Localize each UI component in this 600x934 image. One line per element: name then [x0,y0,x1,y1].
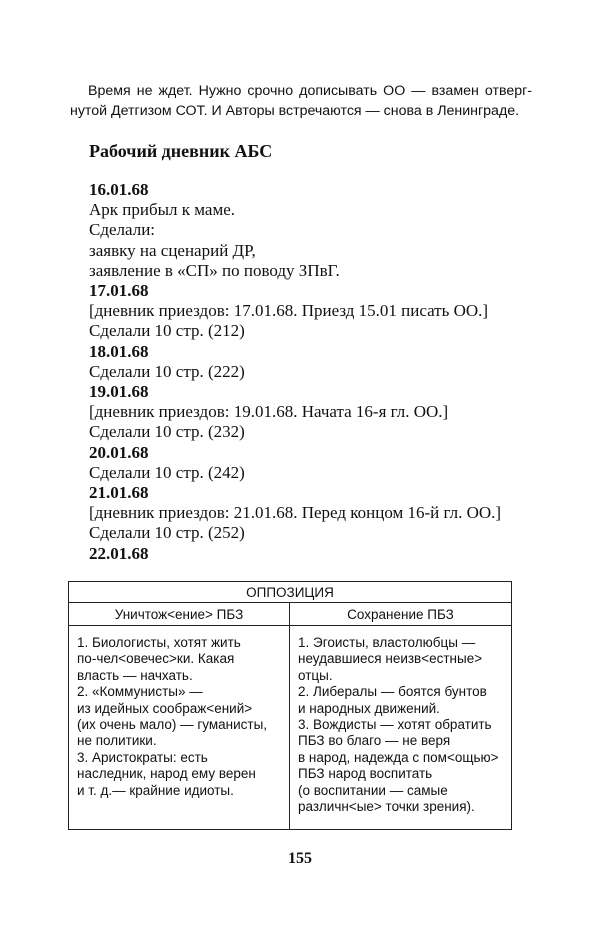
diary-line: заявление в «СП» по поводу ЗПвГ. [89,260,340,280]
diary-date: 18.01.68 [89,341,149,361]
diary-date: 17.01.68 [89,281,149,301]
right-column-line: в народ, надежда с пом<ощью> [298,749,499,765]
right-column-line: различн<ые> точки зрения). [298,799,475,815]
right-column-line: ПБЗ во благо — не веря [298,733,451,749]
diary-date: 20.01.68 [89,442,149,462]
intro-line-1: Время не ждет. Нужно срочно дописывать ОО — взамен отверг- [88,83,532,99]
left-column-line: (их очень мало) — гуманисты, [77,717,268,733]
right-column-line: (о воспитании — самые [298,782,448,798]
right-column-header: Сохранение ПБЗ [290,603,511,626]
right-column-line: отцы. [298,667,333,683]
right-column-line: ПБЗ народ воспитать [298,766,433,782]
diary-line: Сделали: [89,220,156,240]
diary-line: Сделали 10 стр. (222) [89,361,245,381]
diary-date: 16.01.68 [89,180,149,199]
diary-date: 21.01.68 [89,483,149,503]
diary-date: 19.01.68 [89,382,149,402]
diary-date: 22.01.68 [89,543,149,563]
left-column-body [69,626,289,799]
diary-entries [89,180,539,564]
section-title: Рабочий дневник АБС [89,141,273,161]
diary-line: заявку на сценарий ДР, [89,240,256,260]
right-column-line: и народных движений. [298,700,440,716]
left-column-line: власть — начхать. [77,667,193,683]
diary-line: Сделали 10 стр. (252) [89,523,245,543]
right-column-line: 3. Вождисты — хотят обратить [298,717,492,733]
diary-line: Арк прибыл к маме. [89,200,236,220]
right-column-line: 1. Эгоисты, властолюбцы — [298,635,476,650]
left-column-line: 3. Аристократы: есть [77,749,208,765]
intro-line-2: нутой Детгизом СОТ. И Авторы встречаются — снова в Ленинграде. [70,103,520,119]
diary-line: Сделали 10 стр. (212) [89,321,245,341]
diary-line: [дневник приездов: 19.01.68. Начата 16-я гл. ОО.] [89,402,449,422]
right-column [290,603,511,829]
left-column-line: 2. «Коммунисты» — [77,684,203,700]
left-column-line: и т. д.— крайние идиоты. [77,782,234,798]
intro-paragraph [70,81,532,121]
left-column-header: Уничтож<ение> ПБЗ [69,603,289,626]
left-column [69,603,290,829]
opposition-table [68,581,512,830]
right-column-line: 2. Либералы — боятся бунтов [298,684,487,700]
left-column-line: наследник, народ ему верен [77,766,256,782]
page-number: 155 [288,850,312,867]
right-column-body [290,626,511,815]
left-column-line: 1. Биологисты, хотят жить [77,635,241,650]
diary-line: Сделали 10 стр. (242) [89,462,245,482]
left-column-line: из идейных соображ<ений> [77,700,253,716]
diary-line: [дневник приездов: 21.01.68. Перед концом 16-й гл. ОО.] [89,503,502,523]
diary-line: [дневник приездов: 17.01.68. Приезд 15.01 писать ОО.] [89,301,489,321]
left-column-line: не политики. [77,733,157,749]
left-column-line: по-чел<овечес>ки. Какая [77,651,235,667]
opposition-title: ОППОЗИЦИЯ [69,582,511,603]
diary-line: Сделали 10 стр. (232) [89,422,245,442]
right-column-line: неудавшиеся неизв<естные> [298,651,483,667]
